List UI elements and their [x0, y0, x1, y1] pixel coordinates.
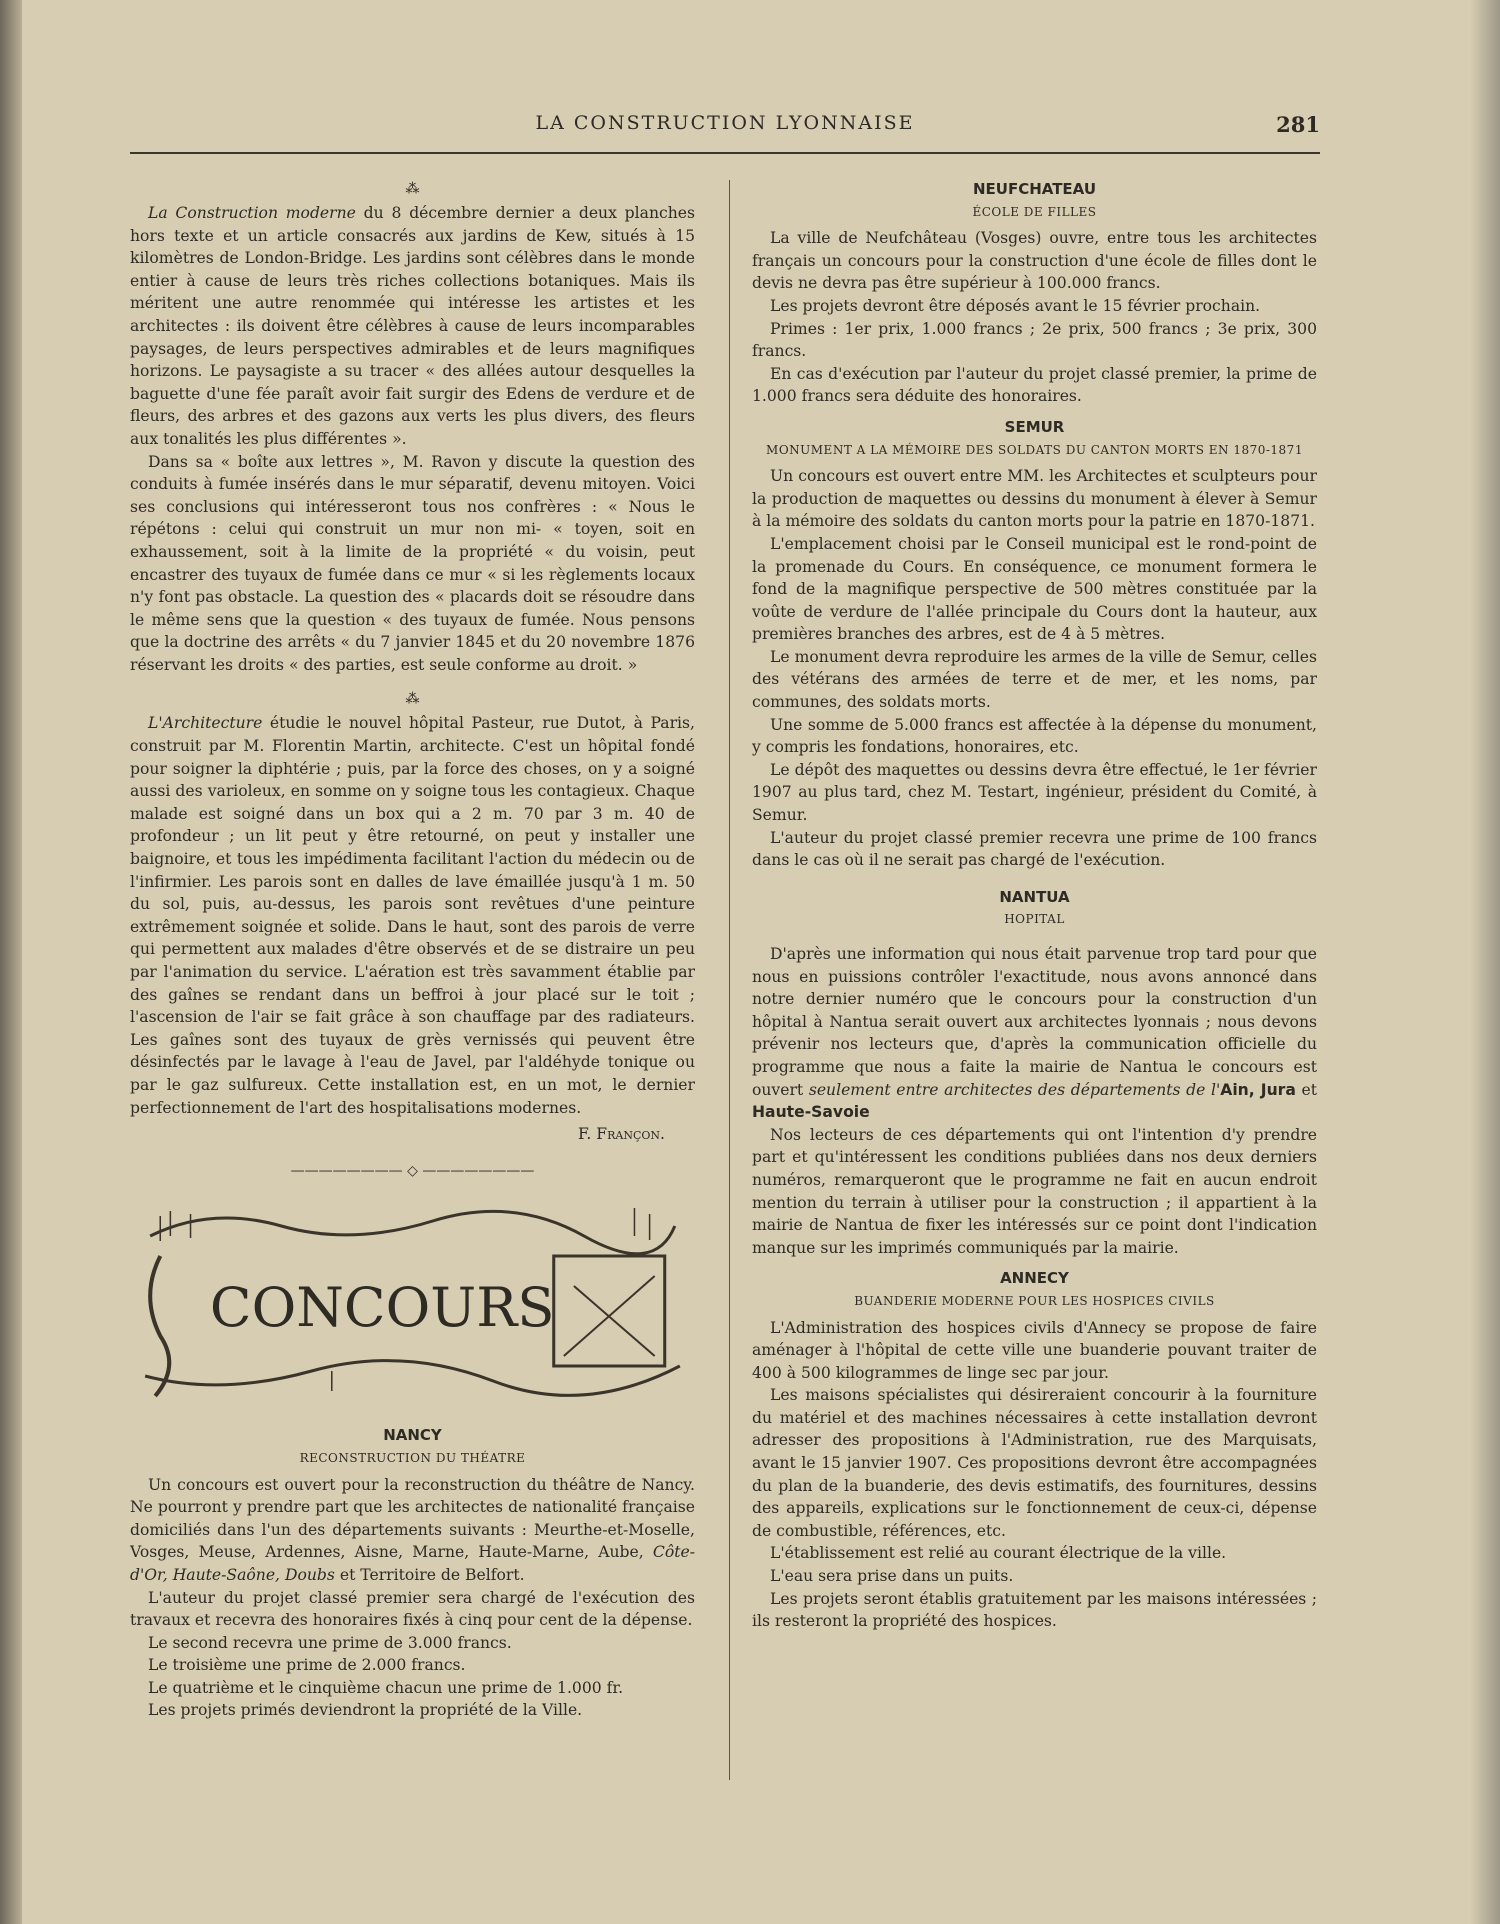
paragraph-text: Un concours est ouvert pour la reconstruction du théâtre de Nancy. Ne pourront y prendre part que les architectes de nationalité française domiciliés dans l'un des départements suivants : Meurthe-et-Moselle, Vosges, Meuse, Ardennes, Aisne, Marne, Haute-Marne, Aube, — [130, 1475, 695, 1562]
banner-text: CONCOURS — [209, 1276, 555, 1340]
ornament-divider: ———————— ◇ ———————— — [290, 1162, 535, 1179]
asterism: ⁂ — [405, 691, 420, 708]
paragraph-text: D'après une information qui nous était parvenue trop tard pour que nous en puissions contrôler l'exactitude, nous avons annoncé dans notre dernier numéro que le concours pour la construction d'un hôpital à Nantua serait ouvert aux architectes lyonnais ; nous devons prévenir nos lecteurs que, d'après la communication officielle du programme que nous a faite la mairie de Nantua le concours est ouvert — [752, 945, 1317, 1099]
paragraph-text: étudie le nouvel hôpital Pasteur, rue Dutot, à Paris, construit par M. Florentin Martin, architecte. C'est un hôpital fondé pour soigner la diphtérie ; puis, par la force des choses, on y a soigné aussi des varioleux, en somme on y soigne tous les contagieux. Chaque malade est soigné dans un box qui a 2 m. 70 par 3 m. 40 de profondeur ; un lit peut y être retourné, on peut y installer une baignoire, et tous les impédimenta facilitant l'action du médecin ou de l'infirmier. Les parois sont en dalles de lave émaillée jusqu'à 1 m. 50 du sol, puis, au-dessus, les parois sont revêtues d'une peinture extrêmement soignée et solide. Dans le haut, sont des parois de verre qui permettent aux malades d'être observés et de se distraire un peu par l'animation du service. L'aération est très savamment établie par des gaînes se rendant dans un beffroi à jour placé sur le toit ; l'ascension de l'air se fait grâce à son chauffage par des radiateurs. Les gaînes sont des tuyaux de grès vernissés qui peuvent être désinfectés par le lavage à l'eau de Javel, par l'aldéhyde tonique ou par le gaz sulfureux. Cette installation est, en un mot, le dernier perfectionnement de l'art des hospitalisations modernes. — [130, 714, 695, 1117]
section-heading-annecy: ANNECY — [1000, 1269, 1069, 1288]
section-subheading: ÉCOLE DE FILLES — [972, 204, 1097, 219]
paragraph: Les projets devront être déposés avant le 15 février prochain. — [770, 296, 1261, 315]
section-subheading: MONUMENT A LA MÉMOIRE DES SOLDATS DU CANTON MORTS EN 1870-1871 — [766, 442, 1303, 457]
paragraph: L'eau sera prise dans un puits. — [770, 1567, 1014, 1586]
concours-banner-illustration — [130, 1196, 695, 1406]
left-column — [130, 178, 695, 1722]
section-heading-semur: SEMUR — [1004, 417, 1065, 436]
paragraph: En cas d'exécution par l'auteur du projet classé premier, la prime de 1.000 francs sera déduite des honoraires. — [752, 364, 1317, 406]
paragraph — [752, 943, 1317, 1124]
paragraph: L'établissement est relié au courant électrique de la ville. — [770, 1544, 1227, 1563]
paragraph: L'Administration des hospices civils d'Annecy se propose de faire aménager à l'hôpital de cette ville une buanderie pouvant traiter de 400 à 500 kilogrammes de linge sec par jour. — [752, 1318, 1317, 1382]
header-rule — [130, 152, 1320, 154]
asterism: ⁂ — [405, 181, 420, 197]
paragraph: Une somme de 5.000 francs est affectée à la dépense du monument, y compris les fondations, honoraires, etc. — [752, 715, 1317, 757]
paragraph: Les projets seront établis gratuitement par les maisons intéressées ; ils resteront la propriété des hospices. — [752, 1589, 1317, 1631]
section-heading-nantua: NANTUA — [999, 887, 1070, 906]
page-header — [130, 112, 1320, 142]
paragraph: Le troisième une prime de 2.000 francs. — [148, 1656, 466, 1675]
paragraph: Les projets primés deviendront la propriété de la Ville. — [148, 1701, 583, 1720]
paragraph — [130, 1474, 695, 1587]
section-subheading: RECONSTRUCTION DU THÉATRE — [299, 1450, 526, 1465]
journal-title: La Construction moderne — [148, 204, 356, 222]
column-divider — [729, 180, 730, 1780]
paragraph: L'auteur du projet classé premier recevra une prime de 100 francs dans le cas où il ne serait pas chargé de l'exécution. — [752, 828, 1317, 870]
running-title: LA CONSTRUCTION LYONNAISE — [535, 112, 915, 134]
paragraph: La ville de Neufchâteau (Vosges) ouvre, entre tous les architectes français un concours pour la construction d'une école de filles dont le devis ne devra pas être supérieur à 100.000 francs. — [752, 229, 1317, 293]
paragraph: Un concours est ouvert entre MM. les Architectes et sculpteurs pour la production de maquettes ou dessins du monument à élever à Semur à la mémoire des soldats du canton morts pour la patrie en 1870-1871. — [752, 467, 1317, 531]
right-column — [752, 178, 1317, 1633]
paragraph — [130, 202, 695, 451]
departments-italic: Côte-d'Or, Haute-Saône, Doubs — [130, 1543, 695, 1584]
paragraph: Le monument devra reproduire les armes de la ville de Semur, celles des vétérans des armées de terre et de mer, et les noms, par communes, des soldats morts. — [752, 647, 1317, 712]
section-heading-neufchateau: NEUFCHATEAU — [972, 180, 1097, 198]
page-number: 281 — [1276, 112, 1320, 137]
section-subheading: BUANDERIE MODERNE POUR LES HOSPICES CIVILS — [854, 1293, 1215, 1308]
signature: F. Françon. — [578, 1125, 665, 1144]
paragraph-text: du 8 décembre dernier a deux planches hors texte et un article consacrés aux jardins de Kew, situés à 15 kilomètres de London-Bridge. Les jardins sont célèbres dans le monde entier à cause de leurs très riches collections botaniques. Mais ils méritent une autre renommée qui intéresse les artistes et les architectes : ils doivent être célèbres à cause de leurs incomparables paysages, de leurs perspectives admirables et de leurs magnifiques horizons. Le paysagiste a su tracer « des allées autour desquelles la baguette d'une fée paraît avoir fait surgir des Edens de verdure et de fleurs, des arbres et des gazons aux verts les plus divers, des fleurs aux tonalités les plus différentes ». — [130, 204, 695, 448]
paragraph-text: et — [1295, 1080, 1318, 1099]
paragraph: Dans sa « boîte aux lettres », M. Ravon y discute la question des conduits à fumée insérés dans le mur séparatif, devenu mitoyen. Voici ses conclusions qui intéresseront tous nos confrères : « Nous le répétons : celui qui construit un mur non mi- « toyen, soit en exhaussement, soit à la limite de la propriété « du voisin, peut encastrer des tuyaux de fumée dans ce mur « si les règlements locaux n'y font pas obstacle. La question des « placards doit se résoudre dans le même sens que la question « des tuyaux de fumée. Nous pensons que la doctrine des arrêts « du 7 janvier 1845 et du 20 novembre 1876 réservant les droits « des parties, est seule conforme au droit. » — [130, 452, 695, 674]
paragraph: Le quatrième et le cinquième chacun une prime de 1.000 fr. — [148, 1678, 624, 1697]
paragraph-text: et Territoire de Belfort. — [334, 1565, 525, 1584]
bold-text: Haute-Savoie — [752, 1103, 870, 1122]
paragraph: L'emplacement choisi par le Conseil municipal est le rond-point de la promenade du Cours. En conséquence, ce monument formera le fond de la magnifique perspective de 500 mètres constituée par la voûte de verdure de l'allée principale du Cours dont la hauteur, aux premières branches des arbres, est de 4 à 5 mètres. — [752, 534, 1317, 644]
paragraph — [130, 712, 695, 1119]
journal-title: L'Architecture — [148, 714, 263, 733]
bold-text: Ain, Jura — [1220, 1080, 1296, 1099]
paragraph: Le second recevra une prime de 3.000 francs. — [148, 1633, 512, 1652]
paragraph: Le dépôt des maquettes ou dessins devra être effectué, le 1er février 1907 au plus tard, chez M. Testart, ingénieur, président du Comité, à Semur. — [752, 760, 1317, 825]
section-subheading: HOPITAL — [1004, 912, 1065, 927]
paragraph: Les maisons spécialistes qui désireraient concourir à la fourniture du matériel et des machines nécessaires à cette installation devront adresser des propositions à l'Administration, rue des Marquisats, avant le 15 janvier 1907. Ces propositions devront être accompagnées du plan de la buanderie, des devis estimatifs, des fournitures, dessins des appareils, explications sur le fonctionnement de ceux-ci, dépense de combustible, références, etc. — [752, 1386, 1317, 1540]
paragraph: Nos lecteurs de ces départements qui ont l'intention d'y prendre part et qu'intéressent les conditions publiées dans nos deux derniers numéros, remarqueront que le programme ne fait en aucun endroit mention du terrain à utiliser pour la construction ; il appartient à la mairie de Nantua de fixer les intéressés sur ce point dont l'indication manque sur les imprimés communiqués par la mairie. — [752, 1125, 1317, 1257]
paragraph: Primes : 1er prix, 1.000 francs ; 2e prix, 500 francs ; 3e prix, 300 francs. — [752, 319, 1317, 361]
section-heading-nancy: NANCY — [383, 1426, 442, 1445]
paragraph: L'auteur du projet classé premier sera chargé de l'exécution des travaux et recevra des honoraires fixés à cinq pour cent de la dépense. — [130, 1588, 695, 1630]
italic-text: seulement entre architectes des départements de l' — [808, 1080, 1221, 1099]
